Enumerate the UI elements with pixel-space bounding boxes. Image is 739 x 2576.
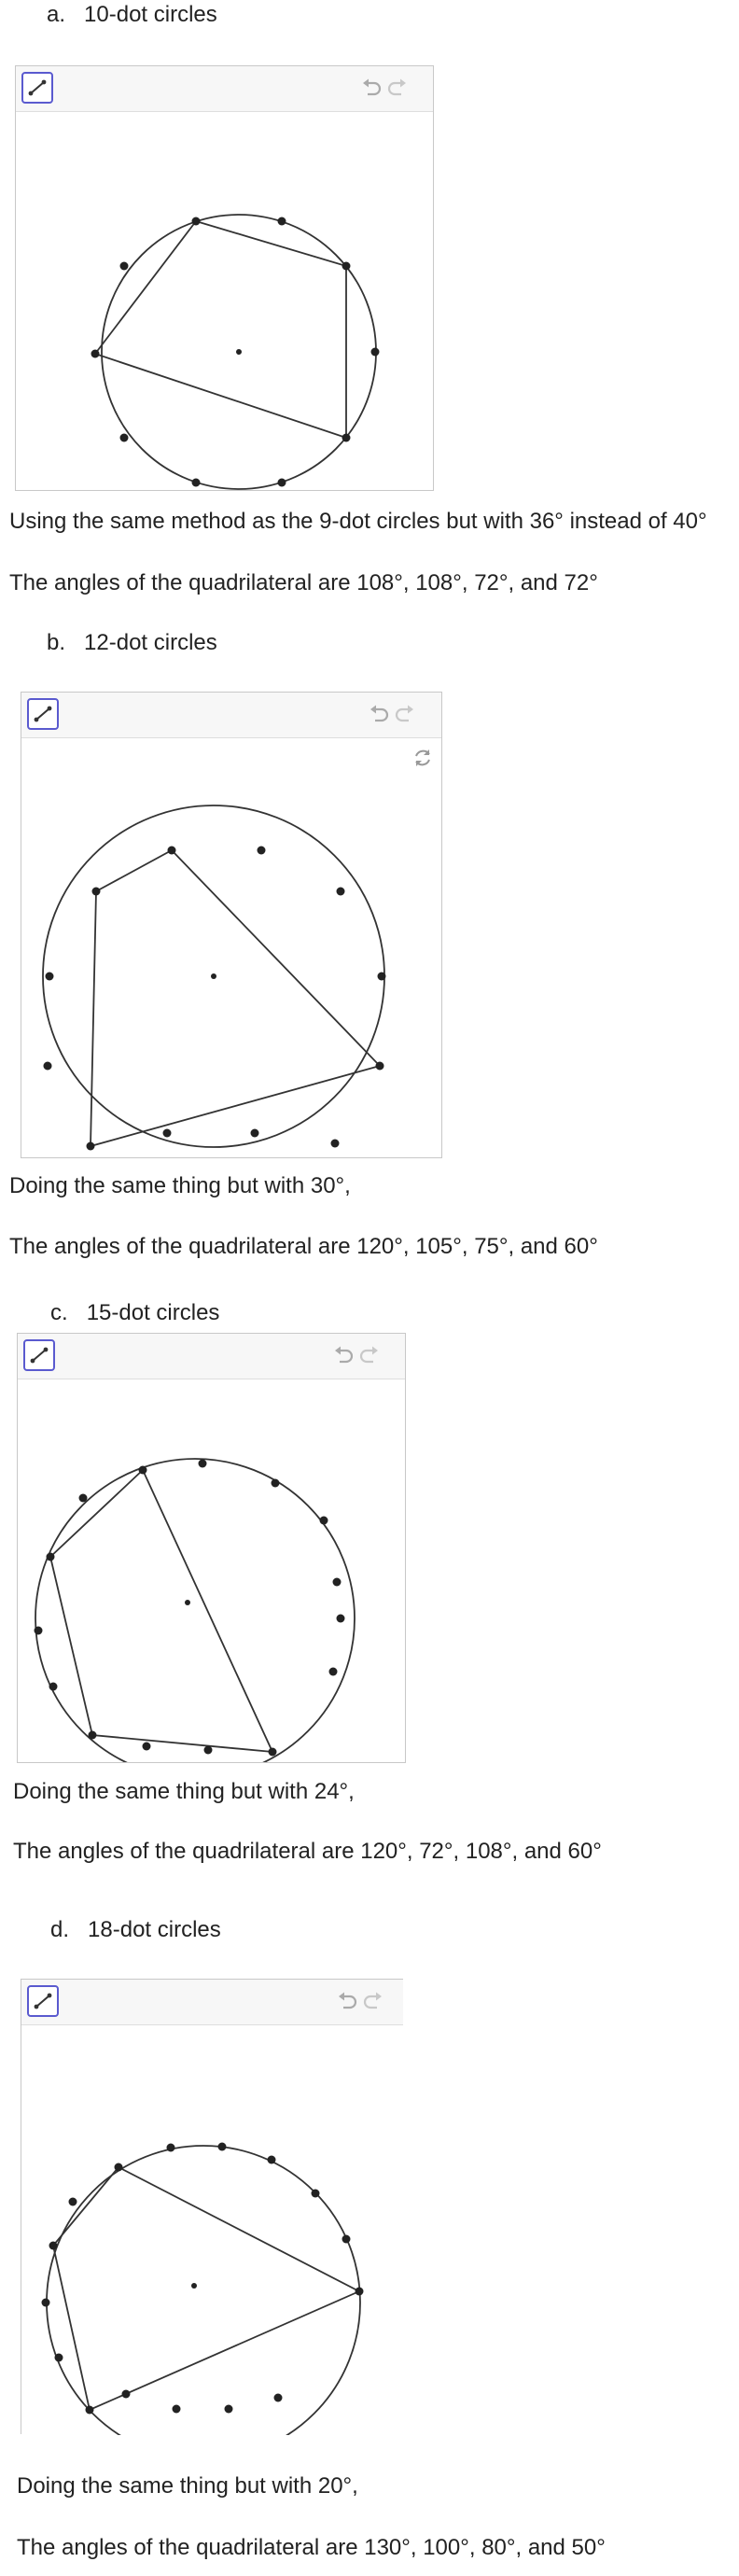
applet-canvas[interactable] [16, 111, 433, 490]
applet-toolbar [16, 66, 433, 112]
section-b-result: The angles of the quadrilateral are 120°, 105°, 75°, and 60° [9, 1234, 598, 1259]
section-title: 12-dot circles [84, 630, 217, 655]
redo-icon[interactable] [357, 1345, 382, 1369]
segment-tool-button[interactable] [21, 72, 53, 104]
redo-icon[interactable] [361, 1991, 385, 2015]
applet-canvas-bottom-dots [18, 1707, 405, 1761]
center-point [191, 2283, 197, 2289]
center-point [236, 349, 242, 355]
section-c-result: The angles of the quadrilateral are 120°, 72°, 108°, and 60° [13, 1839, 602, 1864]
section-a-method: Using the same method as the 9-dot circles but with 36° instead of 40° [9, 509, 707, 534]
segment-tool-button[interactable] [27, 698, 59, 730]
section-label: b. [47, 630, 66, 655]
section-a-result: The angles of the quadrilateral are 108°, 108°, 72°, and 72° [9, 570, 598, 595]
section-c-method: Doing the same thing but with 24°, [13, 1779, 355, 1804]
applet-canvas-bottom-dots [21, 2381, 404, 2433]
geometry-applet-d[interactable] [21, 1979, 403, 2434]
applet-canvas[interactable] [21, 2024, 404, 2435]
applet-canvas[interactable] [18, 1379, 405, 1762]
applet-toolbar [21, 1980, 403, 2025]
applet-toolbar [18, 1334, 405, 1379]
section-label: a. [47, 2, 66, 27]
section-b-heading [47, 630, 217, 656]
applet-canvas[interactable] [21, 737, 441, 1157]
redo-icon[interactable] [393, 704, 417, 728]
applet-toolbar [21, 693, 441, 738]
undo-icon[interactable] [335, 1991, 359, 2015]
geometry-applet-a[interactable] [15, 65, 434, 491]
undo-icon[interactable] [367, 704, 391, 728]
center-point [185, 1600, 190, 1605]
section-title: 15-dot circles [86, 1300, 220, 1325]
inscribed-quadrilateral [91, 850, 380, 1146]
segment-tool-button[interactable] [27, 1985, 59, 2017]
applet-canvas-bottom-dots [21, 1103, 441, 1157]
segment-tool-icon [29, 700, 57, 728]
section-label: d. [50, 1917, 70, 1942]
circle-dots [91, 217, 380, 487]
segment-tool-button[interactable] [23, 1339, 55, 1371]
undo-icon[interactable] [359, 77, 383, 102]
inscribed-quadrilateral [53, 2167, 359, 2410]
section-a-heading [47, 2, 217, 28]
inscribed-quadrilateral [95, 221, 346, 438]
geometry-applet-c[interactable] [17, 1333, 406, 1763]
section-d-method: Doing the same thing but with 20°, [17, 2473, 358, 2499]
section-c-heading [50, 1300, 219, 1326]
geometry-applet-b[interactable] [21, 692, 442, 1158]
section-d-heading [50, 1917, 221, 1943]
section-d-result: The angles of the quadrilateral are 130°, 100°, 80°, and 50° [17, 2535, 606, 2560]
segment-tool-icon [25, 1341, 53, 1369]
redo-icon[interactable] [385, 77, 410, 102]
center-point [211, 973, 216, 979]
undo-icon[interactable] [331, 1345, 356, 1369]
section-title: 10-dot circles [84, 2, 217, 27]
segment-tool-icon [29, 1987, 57, 2015]
section-label: c. [50, 1300, 68, 1325]
segment-tool-icon [23, 74, 51, 102]
section-title: 18-dot circles [88, 1917, 221, 1942]
circle-dots [42, 2143, 364, 2415]
section-b-method: Doing the same thing but with 30°, [9, 1173, 351, 1198]
